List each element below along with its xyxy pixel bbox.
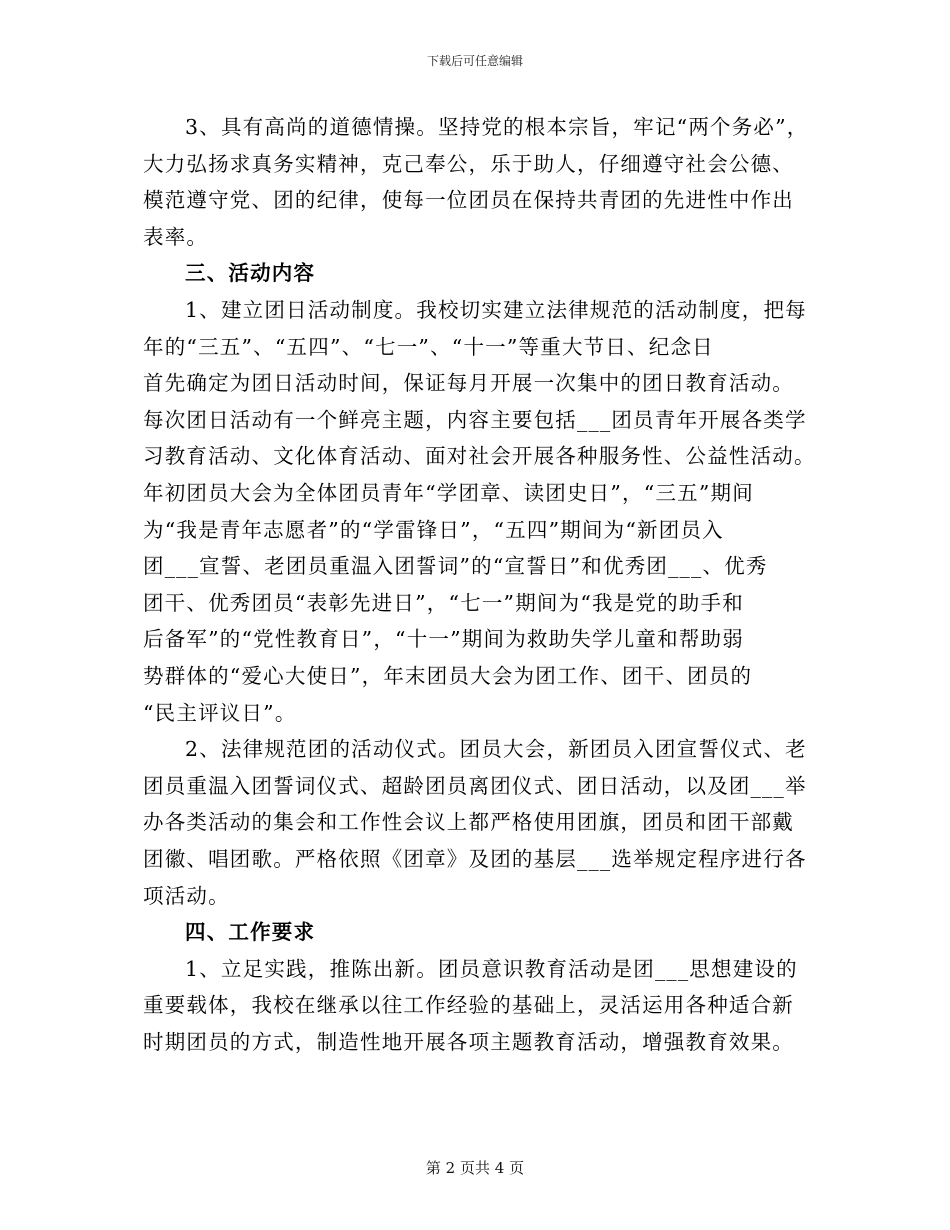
paragraph-line: 大力弘扬求真务实精神，克己奉公，乐于助人，仔细遵守社会公德、 bbox=[143, 152, 794, 176]
paragraph-line: 年初团员大会为全体团员青年“学团章、读团史日”，“三五”期间 bbox=[143, 481, 754, 505]
paragraph-line: 团___宣誓、老团员重温入团誓词”的“宣誓日”和优秀团___、优秀 bbox=[143, 554, 768, 578]
page-number-footer: 第 2 页共 4 页 bbox=[425, 1159, 525, 1177]
paragraph-line: 首先确定为团日活动时间，保证每月开展一次集中的团日教育活动。 bbox=[143, 371, 794, 395]
paragraph-line: 习教育活动、文化体育活动、面对社会开展各种服务性、公益性活动。 bbox=[143, 444, 816, 468]
paragraph-line: 1、立足实践，推陈出新。团员意识教育活动是团___思想建设的 bbox=[185, 957, 798, 981]
paragraph-line: 表率。 bbox=[143, 225, 209, 249]
paragraph-line: 重要载体，我校在继承以往工作经验的基础上，灵活运用各种适合新 bbox=[143, 993, 794, 1017]
paragraph-line: 团干、优秀团员“表彰先进日”，“七一”期间为“我是党的助手和 bbox=[143, 591, 744, 615]
paragraph-line: 后备军”的“党性教育日”，“十一”期间为救助失学儿童和帮助弱 bbox=[143, 627, 744, 651]
paragraph-line: 3、具有高尚的道德情操。坚持党的根本宗旨，牢记“两个务必”， bbox=[185, 115, 809, 139]
paragraph-line: 每次团日活动有一个鲜亮主题，内容主要包括___团员青年开展各类学 bbox=[143, 408, 807, 432]
paragraph-line: 年的“三五”、“五四”、“七一”、“十一”等重大节日、纪念日 bbox=[143, 335, 714, 359]
paragraph-line: 团徽、唱团歌。严格依照《团章》及团的基层___选举规定程序进行各 bbox=[143, 847, 807, 871]
paragraph-line: 办各类活动的集会和工作性会议上都严格使用团旗，团员和团干部戴 bbox=[143, 810, 794, 834]
paragraph-line: 项活动。 bbox=[143, 884, 230, 908]
paragraph-line: 2、法律规范团的活动仪式。团员大会，新团员入团宣誓仪式、老 bbox=[185, 737, 807, 761]
section-heading: 三、活动内容 bbox=[185, 261, 316, 285]
paragraph-line: 势群体的“爱心大使日”，年末团员大会为团工作、团干、团员的 bbox=[143, 664, 753, 688]
page-header: 下载后可任意编辑 bbox=[426, 54, 523, 68]
section-heading: 四、工作要求 bbox=[185, 920, 316, 944]
paragraph-line: 为“我是青年志愿者”的“学雷锋日”，“五四”期间为“新团员入 bbox=[143, 518, 724, 542]
paragraph-line: “民主评议日”。 bbox=[143, 701, 297, 725]
paragraph-line: 团员重温入团誓词仪式、超龄团员离团仪式、团日活动，以及团___举 bbox=[143, 774, 807, 798]
paragraph-line: 1、建立团日活动制度。我校切实建立法律规范的活动制度，把每 bbox=[185, 298, 807, 322]
paragraph-line: 模范遵守党、团的纪律，使每一位团员在保持共青团的先进性中作出 bbox=[143, 188, 794, 212]
paragraph-line: 时期团员的方式，制造性地开展各项主题教育活动，增强教育效果。 bbox=[143, 1030, 794, 1054]
